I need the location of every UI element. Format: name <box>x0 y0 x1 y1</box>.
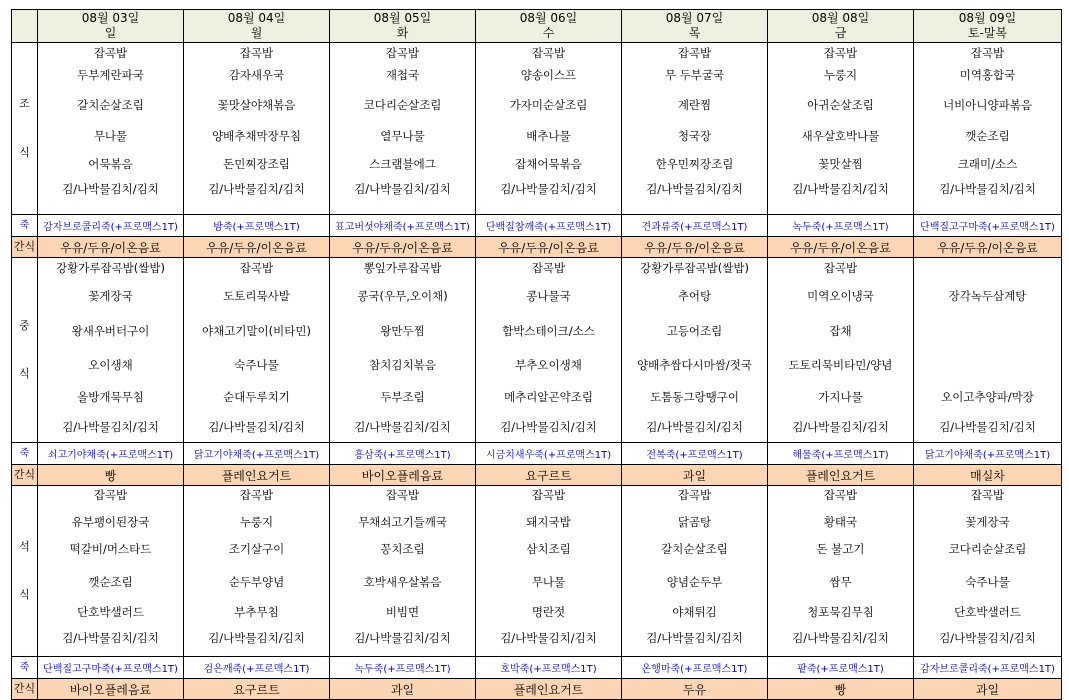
snack-cell: 우유/두유/이온음료 <box>330 237 476 258</box>
menu-item: 한우민찌장조림 <box>655 157 734 171</box>
juk-cell: 해물죽(+프로맥스1T) <box>768 443 914 465</box>
day-header-3 <box>476 10 622 43</box>
juk-cell: 닭고기야채죽(+프로맥스1T) <box>184 443 330 465</box>
menu-item: 잡곡밥 <box>823 488 858 502</box>
menu-item: 양송이스프 <box>520 68 577 82</box>
day-header-1 <box>184 10 330 43</box>
day-date: 08월 05일 <box>373 11 432 25</box>
menu-item: 가자미순살조림 <box>509 98 588 112</box>
menu-item: 잡곡밥 <box>385 46 420 60</box>
menu-item: 오이고추양파/막장 <box>941 390 1034 404</box>
lunch-menu-cell <box>330 258 476 443</box>
menu-item: 무나물 <box>93 129 128 143</box>
snack-cell: 우유/두유/이온음료 <box>476 237 622 258</box>
day-header-2 <box>330 10 476 43</box>
day-header-6 <box>914 10 1062 43</box>
day-of-week: 화 <box>396 26 409 40</box>
meal-schedule-table <box>11 9 1062 700</box>
menu-item: 양배추채막장무침 <box>212 129 301 143</box>
day-date: 08월 07일 <box>665 11 724 25</box>
menu-item: 크래미/소스 <box>957 157 1018 171</box>
breakfast-label-char: 조 <box>19 97 30 111</box>
menu-item: 김/나박물김치/김치 <box>62 420 159 434</box>
menu-item: 김/나박물김치/김치 <box>646 631 743 645</box>
juk-cell: 단백질고구마죽(+프로맥스1T) <box>914 215 1062 237</box>
breakfast-juk-row <box>12 215 1062 237</box>
menu-item: 김/나박물김치/김치 <box>646 182 743 196</box>
menu-item: 돈 불고기 <box>816 542 865 556</box>
snack-label: 간식 <box>12 679 38 700</box>
menu-item: 돈민찌장조림 <box>223 157 290 171</box>
menu-item: 열무나물 <box>380 129 425 143</box>
dinner-menu-cell <box>622 486 768 657</box>
dinner-menu-cell <box>476 486 622 657</box>
menu-item: 코다리순살조림 <box>948 542 1027 556</box>
menu-item: 깻순조림 <box>965 129 1010 143</box>
menu-item: 쌈무 <box>829 575 852 589</box>
day-of-week: 토-말복 <box>967 26 1008 40</box>
breakfast-menu-cell <box>914 43 1062 215</box>
menu-item: 양념순두부 <box>666 575 723 589</box>
day-header-4 <box>622 10 768 43</box>
menu-item: 김/나박물김치/김치 <box>354 631 451 645</box>
snack-cell: 빵 <box>768 679 914 700</box>
juk-cell: 호박죽(+프로맥스1T) <box>476 657 622 679</box>
breakfast-menu-row <box>12 43 1062 215</box>
menu-item: 황태국 <box>823 515 858 529</box>
menu-item: 미역홍합국 <box>959 68 1016 82</box>
snack-cell: 플레인요거트 <box>768 465 914 486</box>
menu-item: 단호박샐러드 <box>954 605 1021 619</box>
menu-item: 꽃맛살야채볶음 <box>217 98 296 112</box>
snack-cell: 과일 <box>914 679 1062 700</box>
dinner-label <box>12 486 38 657</box>
snack-cell: 요구르트 <box>476 465 622 486</box>
menu-item: 무채쇠고기들깨국 <box>358 515 447 529</box>
menu-item: 콩국(우무,오이채) <box>357 289 448 303</box>
lunch-menu-cell <box>768 258 914 443</box>
menu-item: 꽃게장국 <box>88 289 133 303</box>
snack-cell: 두유 <box>622 679 768 700</box>
menu-item: 어묵볶음 <box>88 157 133 171</box>
menu-item: 아귀순살조림 <box>807 98 874 112</box>
lunch-menu-cell <box>914 258 1062 443</box>
menu-item: 왕새우버터구이 <box>71 324 150 338</box>
menu-item: 잡채어묵볶음 <box>515 157 582 171</box>
lunch-snack-row <box>12 465 1062 486</box>
day-header-0 <box>38 10 184 43</box>
breakfast-menu-cell <box>476 43 622 215</box>
menu-item: 청포묵김무침 <box>807 605 874 619</box>
dinner-juk-row <box>12 657 1062 679</box>
menu-item: 순대두루치기 <box>223 390 290 404</box>
snack-cell: 바이오플레음료 <box>330 465 476 486</box>
breakfast-snack-row <box>12 237 1062 258</box>
menu-item: 잡곡밥 <box>531 488 566 502</box>
menu-item: 조기살구이 <box>228 542 285 556</box>
menu-item: 잡채 <box>829 324 852 338</box>
menu-item: 잡곡밥 <box>385 488 420 502</box>
date-header-row <box>12 10 1062 43</box>
juk-cell: 녹두죽(+프로맥스1T) <box>330 657 476 679</box>
breakfast-menu-cell <box>622 43 768 215</box>
menu-item: 김/나박물김치/김치 <box>939 420 1036 434</box>
menu-item: 비빔면 <box>385 605 420 619</box>
menu-item: 단호박샐러드 <box>77 605 144 619</box>
menu-item: 새우살호박나물 <box>801 129 880 143</box>
dinner-label-char: 석 <box>19 539 30 553</box>
menu-item: 잡곡밥 <box>531 46 566 60</box>
lunch-juk-row <box>12 443 1062 465</box>
dinner-menu-row <box>12 486 1062 657</box>
juk-label: 죽 <box>12 443 38 465</box>
menu-item: 콩나물국 <box>526 289 571 303</box>
dinner-menu-cell <box>330 486 476 657</box>
snack-cell: 과일 <box>330 679 476 700</box>
menu-item: 잡곡밥 <box>93 46 128 60</box>
menu-item: 김/나박물김치/김치 <box>500 420 597 434</box>
menu-item: 부추오이생채 <box>515 358 582 372</box>
breakfast-menu-cell <box>768 43 914 215</box>
juk-cell: 견과류죽(+프로맥스1T) <box>622 215 768 237</box>
menu-item: 꽃게장국 <box>965 515 1010 529</box>
snack-cell: 우유/두유/이온음료 <box>622 237 768 258</box>
menu-item: 꽃맛살찜 <box>818 157 863 171</box>
day-header-5 <box>768 10 914 43</box>
menu-item: 김/나박물김치/김치 <box>646 420 743 434</box>
dinner-label-char: 식 <box>19 588 30 601</box>
juk-cell: 녹두죽(+프로맥스1T) <box>768 215 914 237</box>
juk-cell: 단백질참깨죽(+프로맥스1T) <box>476 215 622 237</box>
juk-label: 죽 <box>12 215 38 237</box>
menu-item: 감자새우국 <box>228 68 285 82</box>
dinner-menu-cell <box>184 486 330 657</box>
breakfast-menu-cell <box>38 43 184 215</box>
menu-item: 김/나박물김치/김치 <box>792 420 889 434</box>
menu-item: 강황가루잡곡밥(쌀밥) <box>640 261 749 275</box>
day-date: 08월 08일 <box>811 11 870 25</box>
menu-item: 참치김치볶음 <box>369 358 436 372</box>
menu-item: 돼지국밥 <box>526 515 571 529</box>
menu-item: 누룽지 <box>823 68 858 82</box>
lunch-label-char: 중 <box>19 318 30 332</box>
menu-item: 잡곡밥 <box>677 46 712 60</box>
menu-item: 무 두부굴국 <box>664 68 725 82</box>
menu-item: 김/나박물김치/김치 <box>792 631 889 645</box>
menu-item: 김/나박물김치/김치 <box>500 631 597 645</box>
juk-label: 죽 <box>12 657 38 679</box>
menu-item: 계란찜 <box>677 98 712 112</box>
snack-cell: 과일 <box>622 465 768 486</box>
menu-item: 왕만두찜 <box>380 324 425 338</box>
menu-item: 미역오이냉국 <box>807 289 874 303</box>
menu-item: 잡곡밥 <box>677 488 712 502</box>
menu-item: 순두부양념 <box>228 575 285 589</box>
header-corner-cell <box>12 10 38 43</box>
breakfast-menu-cell <box>330 43 476 215</box>
menu-item: 오이생채 <box>88 358 133 372</box>
day-of-week: 일 <box>104 26 117 40</box>
menu-item: 올방개묵무침 <box>77 390 144 404</box>
menu-item: 김/나박물김치/김치 <box>354 182 451 196</box>
juk-cell: 시금치새우죽(+프로맥스1T) <box>476 443 622 465</box>
menu-item: 꽁치조림 <box>380 542 425 556</box>
menu-item: 깻순조림 <box>88 575 133 589</box>
breakfast-label <box>12 43 38 215</box>
lunch-menu-cell <box>622 258 768 443</box>
menu-item: 김/나박물김치/김치 <box>939 631 1036 645</box>
day-date: 08월 03일 <box>81 11 140 25</box>
menu-item: 김/나박물김치/김치 <box>208 182 305 196</box>
menu-item: 삼치조림 <box>526 542 571 556</box>
juk-cell: 쇠고기야채죽(+프로맥스1T) <box>38 443 184 465</box>
juk-cell: 온행마죽(+프로맥스1T) <box>622 657 768 679</box>
breakfast-label-char: 식 <box>19 145 30 159</box>
juk-cell: 닭고기야채죽(+프로맥스1T) <box>914 443 1062 465</box>
lunch-label-char: 식 <box>19 367 30 380</box>
menu-item: 숙주나물 <box>965 575 1010 589</box>
menu-item: 무나물 <box>531 575 566 589</box>
menu-item: 갈치순살조림 <box>661 542 728 556</box>
snack-cell: 플레인요거트 <box>476 679 622 700</box>
menu-item: 잡곡밥 <box>970 488 1005 502</box>
snack-label: 간식 <box>12 237 38 258</box>
menu-item: 누룽지 <box>239 515 274 529</box>
snack-cell: 요구르트 <box>184 679 330 700</box>
menu-item: 추어탕 <box>677 289 712 303</box>
dinner-snack-row <box>12 679 1062 700</box>
menu-item: 닭곰탕 <box>677 515 712 529</box>
menu-item: 김/나박물김치/김치 <box>208 420 305 434</box>
dinner-menu-cell <box>768 486 914 657</box>
menu-item: 잡곡밥 <box>239 488 274 502</box>
day-of-week: 수 <box>542 26 555 40</box>
menu-item: 김/나박물김치/김치 <box>208 631 305 645</box>
snack-cell: 우유/두유/이온음료 <box>184 237 330 258</box>
menu-item: 유부팽이된장국 <box>71 515 150 529</box>
menu-item: 고등어조림 <box>666 324 723 338</box>
menu-item: 도톰동그랑땡구이 <box>650 390 739 404</box>
menu-item: 장각녹두삼계탕 <box>948 289 1027 303</box>
juk-cell: 전복죽(+프로맥스1T) <box>622 443 768 465</box>
snack-cell: 우유/두유/이온음료 <box>914 237 1062 258</box>
menu-item: 가지나물 <box>818 390 863 404</box>
snack-cell: 빵 <box>38 465 184 486</box>
menu-item: 잡곡밥 <box>93 488 128 502</box>
snack-cell: 바이오플레음료 <box>38 679 184 700</box>
juk-cell: 흥삼죽(+프로맥스1T) <box>330 443 476 465</box>
breakfast-menu-cell <box>184 43 330 215</box>
menu-item: 함박스테이크/소스 <box>502 324 595 338</box>
menu-item: 김/나박물김치/김치 <box>792 182 889 196</box>
menu-item: 도토리묵사발 <box>223 289 290 303</box>
snack-cell: 매실차 <box>914 465 1062 486</box>
snack-cell: 우유/두유/이온음료 <box>38 237 184 258</box>
menu-item: 청국장 <box>677 129 712 143</box>
menu-item: 야채튀김 <box>672 605 717 619</box>
lunch-menu-cell <box>476 258 622 443</box>
menu-item: 배추나물 <box>526 129 571 143</box>
menu-item: 김/나박물김치/김치 <box>939 182 1036 196</box>
lunch-menu-cell <box>184 258 330 443</box>
juk-cell: 단백질고구마죽(+프로맥스1T) <box>38 657 184 679</box>
juk-cell: 감자브로콜리죽(+프로맥스1T) <box>914 657 1062 679</box>
snack-label: 간식 <box>12 465 38 486</box>
menu-item: 도토리묵비타민/양념 <box>788 358 893 372</box>
menu-item: 코다리순살조림 <box>363 98 442 112</box>
menu-item: 뽕잎가루잡곡밥 <box>363 261 442 275</box>
juk-cell: 밤죽(+프로맥스1T) <box>184 215 330 237</box>
menu-item: 양배추쌈다시마쌈/젓국 <box>637 358 752 372</box>
menu-item: 김/나박물김치/김치 <box>62 631 159 645</box>
menu-item: 갈치순살조림 <box>77 98 144 112</box>
menu-item: 김/나박물김치/김치 <box>62 182 159 196</box>
day-of-week: 월 <box>250 26 263 40</box>
menu-item: 야채고기말이(비타민) <box>202 324 311 338</box>
menu-item: 떡갈비/머스타드 <box>69 542 152 556</box>
menu-item: 잡곡밥 <box>823 261 858 275</box>
juk-cell: 표고버섯야채죽(+프로맥스1T) <box>330 215 476 237</box>
menu-item: 김/나박물김치/김치 <box>500 182 597 196</box>
lunch-menu-cell <box>38 258 184 443</box>
day-of-week: 금 <box>834 26 847 40</box>
menu-item: 너비아니양파볶음 <box>943 98 1032 112</box>
menu-item: 부추무침 <box>234 605 279 619</box>
lunch-label <box>12 258 38 443</box>
juk-cell: 감자브로콜리죽(+프로맥스1T) <box>38 215 184 237</box>
menu-item: 두부조림 <box>380 390 425 404</box>
menu-item: 잡곡밥 <box>239 46 274 60</box>
juk-cell: 팥죽(+프로맥스1T) <box>768 657 914 679</box>
juk-cell: 검은깨죽(+프로맥스1T) <box>184 657 330 679</box>
menu-item: 스크램블에그 <box>369 157 436 171</box>
menu-item: 잡곡밥 <box>239 261 274 275</box>
menu-item: 메추리알곤약조림 <box>504 390 593 404</box>
menu-item: 강황가루잡곡밥(쌀밥) <box>56 261 165 275</box>
lunch-menu-row <box>12 258 1062 443</box>
day-of-week: 목 <box>688 26 701 40</box>
day-date: 08월 09일 <box>958 11 1017 25</box>
day-date: 08월 04일 <box>227 11 286 25</box>
menu-item: 두부계란파국 <box>77 68 144 82</box>
menu-item: 잡곡밥 <box>970 46 1005 60</box>
menu-item: 잡곡밥 <box>531 261 566 275</box>
menu-item: 김/나박물김치/김치 <box>354 420 451 434</box>
dinner-menu-cell <box>38 486 184 657</box>
snack-cell: 플레인요거트 <box>184 465 330 486</box>
menu-item: 재첩국 <box>385 68 420 82</box>
menu-item: 명란젓 <box>531 605 566 619</box>
snack-cell: 우유/두유/이온음료 <box>768 237 914 258</box>
menu-item: 숙주나물 <box>234 358 279 372</box>
menu-item: 호박새우살볶음 <box>363 575 442 589</box>
dinner-menu-cell <box>914 486 1062 657</box>
menu-item: 잡곡밥 <box>823 46 858 60</box>
day-date: 08월 06일 <box>519 11 578 25</box>
